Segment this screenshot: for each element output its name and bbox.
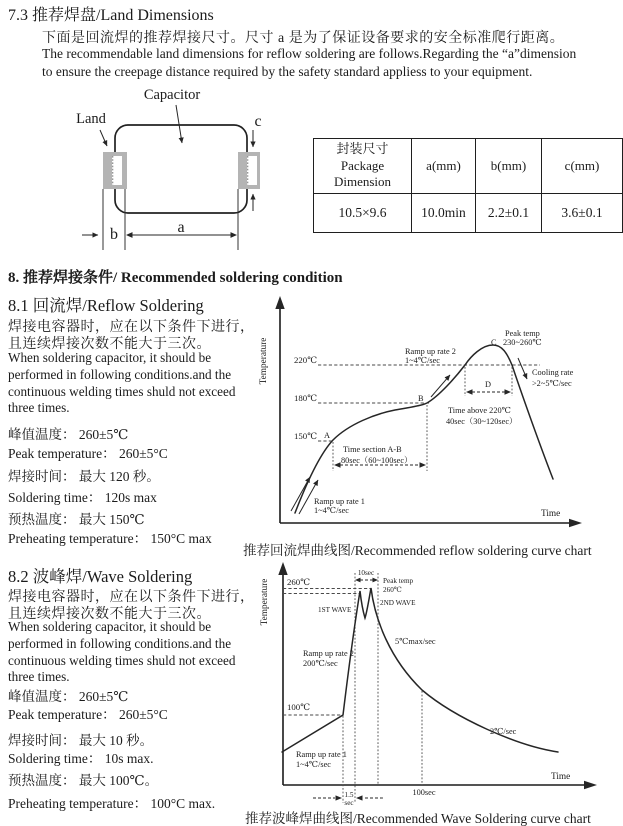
- reflow-preheat-temp-zh: 预热温度： 最大 150℃: [8, 512, 145, 527]
- table-header-b: b(mm): [476, 139, 542, 194]
- peak-temp-value: 260℃: [383, 586, 402, 594]
- x-axis-label: Time: [551, 772, 571, 782]
- table-header-package-zh: 封装尺寸: [336, 141, 389, 157]
- cooling-initial-label: 5℃max/sec: [395, 637, 436, 646]
- wave-soldering-time-zh: 焊接时间： 最大 10 秒。: [8, 733, 154, 748]
- table-cell-b: 2.2±0.1: [476, 194, 542, 233]
- wave-preheat-temp-zh: 预热温度： 最大 100℃。: [8, 773, 159, 788]
- dim-a-label: a: [177, 219, 185, 236]
- reflow-soldering-time-en: Soldering time： 120s max: [8, 490, 157, 505]
- reflow-note-zh-line1: 焊接电容器时，应在以下条件下进行，: [8, 320, 255, 335]
- dim-b-label: b: [110, 226, 118, 243]
- section-8-1-heading: 8.1 回流焊/Reflow Soldering: [8, 296, 204, 315]
- x-axis-label: Time: [541, 509, 561, 519]
- wave-peak-temp-en: Peak temperature： 260±5°C: [8, 707, 168, 722]
- peak-temp-value: 230~260℃: [503, 338, 542, 347]
- first-wave-label: 1ST WAVE: [318, 606, 352, 614]
- ramp2-label: Ramp up rate 2: [303, 649, 354, 658]
- reflow-chart-caption: 推荐回流焊曲线图/Recommended reflow soldering curve chart: [243, 543, 592, 558]
- ab-section-value: 80sec（60~100sec）: [341, 456, 413, 465]
- sec15-label-unit: sec: [344, 799, 354, 807]
- ramp2-value: 1~4℃/sec: [405, 356, 440, 365]
- reflow-soldering-chart: [255, 293, 623, 536]
- table-header-c: c(mm): [542, 139, 623, 194]
- tick-260: 260℃: [287, 577, 311, 587]
- section-7-3-note-en-line1: The recommendable land dimensions for reflow soldering are follows.Regarding the “a”dimension: [42, 46, 577, 61]
- ramp2-value: 200℃/sec: [303, 659, 338, 668]
- wave-note-zh-line2: 且连续焊接次数不能大于三次。: [8, 607, 211, 622]
- table-cell-package: 10.5×9.6: [314, 194, 412, 233]
- wave-soldering-chart: [255, 560, 623, 808]
- cooling-arrow: [518, 358, 527, 379]
- point-b-label: B: [418, 394, 424, 403]
- ramp1-value: 1~4℃/sec: [296, 760, 331, 769]
- table-header-package-en1: Package: [340, 157, 385, 173]
- wave-peak-temp-zh: 峰值温度： 260±5℃: [8, 689, 129, 704]
- land-pad-left: [103, 152, 127, 189]
- section-8-2-heading: 8.2 波峰焊/Wave Soldering: [8, 567, 193, 586]
- reflow-note-zh-line2: 且连续焊接次数不能大于三次。: [8, 337, 211, 352]
- reflow-soldering-time-zh: 焊接时间： 最大 120 秒。: [8, 469, 160, 484]
- sec15-label-value: 1.5: [344, 791, 354, 799]
- reflow-peak-temp-en: Peak temperature： 260±5°C: [8, 446, 168, 461]
- point-c-label: C: [491, 338, 497, 347]
- table-header-package: [314, 139, 412, 194]
- table-header-a: a(mm): [412, 139, 476, 194]
- point-a-label: A: [324, 431, 330, 440]
- reflow-temperature-curve: [295, 345, 553, 513]
- wave-chart-caption: 推荐波峰焊曲线图/Recommended Wave Soldering curve chart: [245, 811, 591, 826]
- second-wave-label: 2ND WAVE: [380, 599, 416, 607]
- ramp1-label: Ramp up rate 1: [296, 750, 347, 759]
- land-pointer-arrow: [100, 130, 107, 146]
- land-dimensions-diagram: [60, 85, 310, 255]
- ramp2-label: Ramp up rate 2: [405, 347, 456, 356]
- tick-180: 180℃: [294, 393, 318, 403]
- peak-temp-label: Peak temp: [505, 329, 540, 338]
- ramp1-arrow-1: [291, 477, 310, 511]
- package-dimension-table: [313, 138, 623, 233]
- reflow-note-en: When soldering capacitor, it should be performed in following conditions.and the continuous welding times shuld not exceed three times.: [8, 350, 236, 416]
- section-8-heading: 8. 推荐焊接条件/ Recommended soldering condition: [8, 270, 343, 286]
- ramp1-label: Ramp up rate 1: [314, 497, 365, 506]
- section-7-3-note-en-line2: to ensure the creepage distance required by the safety standard appliess to your equipment.: [42, 64, 533, 79]
- capacitor-label: Capacitor: [143, 87, 201, 103]
- wave-note-en: When soldering capacitor, it should be performed in following conditions.and the continuous welding times shuld not exceed three times.: [8, 619, 236, 685]
- wave-preheat-temp-en: Preheating temperature： 100°C max.: [8, 796, 216, 811]
- reflow-preheat-temp-en: Preheating temperature： 150°C max: [8, 531, 212, 546]
- cooling-final-label: 2℃/sec: [490, 727, 517, 736]
- reflow-peak-temp-zh: 峰值温度： 260±5℃: [8, 427, 129, 442]
- time-above-220-value: 40sec（30~120sec）: [446, 417, 518, 426]
- table-header-package-en2: Dimension: [333, 174, 392, 190]
- sec100-label: 100sec: [412, 788, 436, 797]
- dim-c-label: c: [254, 113, 262, 130]
- y-axis-label: Temperature: [259, 337, 269, 385]
- d-label: D: [485, 380, 491, 389]
- land-label: Land: [76, 111, 106, 127]
- ten-sec-label: 10sec: [357, 569, 375, 577]
- ab-section-label: Time section A-B: [343, 445, 402, 454]
- table-row: [314, 194, 623, 233]
- section-7-3-heading: 7.3 推荐焊盘/Land Dimensions: [8, 7, 214, 24]
- y-axis-label: Temperature: [260, 578, 270, 626]
- tick-220: 220℃: [294, 355, 318, 365]
- peak-temp-label: Peak temp: [383, 577, 414, 585]
- ramp1-value: 1~4℃/sec: [314, 506, 349, 515]
- cooling-value: >2~5℃/sec: [532, 379, 572, 388]
- wave-soldering-time-en: Soldering time： 10s max.: [8, 751, 154, 766]
- table-cell-c: 3.6±0.1: [542, 194, 623, 233]
- time-above-220-label: Time above 220℃: [448, 406, 511, 415]
- table-cell-a: 10.0min: [412, 194, 476, 233]
- land-pad-right: [238, 152, 260, 189]
- section-7-3-note-zh: 下面是回流焊的推荐焊接尺寸。尺寸 a 是为了保证设备要求的安全标准爬行距离。: [42, 31, 565, 46]
- tick-150: 150℃: [294, 431, 318, 441]
- wave-note-zh-line1: 焊接电容器时，应在以下条件下进行，: [8, 590, 255, 605]
- tick-100: 100℃: [287, 702, 311, 712]
- cooling-label: Cooling rate: [532, 368, 574, 377]
